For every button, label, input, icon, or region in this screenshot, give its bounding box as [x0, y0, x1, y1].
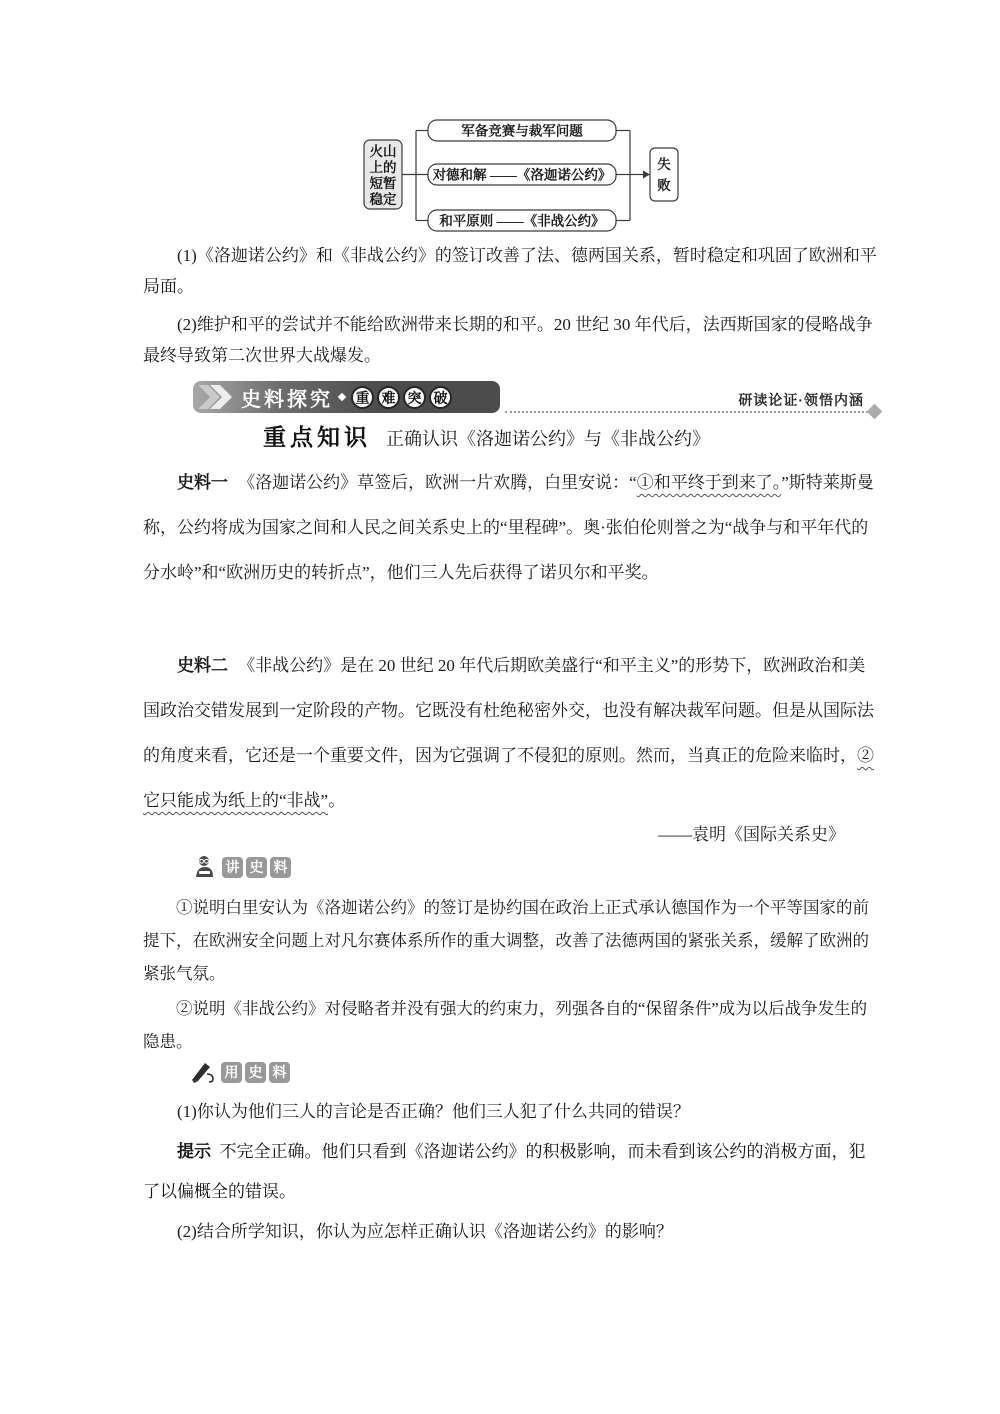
banner-circle-char: 破	[429, 386, 452, 409]
left-box-line: 稳定	[369, 192, 397, 207]
use-material-badge	[189, 1060, 290, 1084]
material-one-label: 史料一	[177, 473, 228, 492]
material-two-paragraph	[143, 643, 879, 823]
arrow-head-icon	[643, 171, 650, 179]
banner-circle-char: 突	[403, 386, 426, 409]
banner-title: 史料探究	[241, 388, 333, 411]
material-one-text: 《洛迦诺公约》草签后，欧洲一片欢腾，白里安说：“	[238, 473, 637, 492]
material-one-section	[143, 460, 879, 595]
result-char: 败	[657, 178, 671, 193]
summary-paragraph-1: (1)《洛迦诺公约》和《非战公约》的签订改善了法、德两国关系，暂时稳定和巩固了欧洲和平局面。	[143, 246, 877, 296]
banner-circle-char: 难	[377, 386, 400, 409]
diagram-branch-pact	[428, 210, 616, 231]
badge-tile-char: 史	[245, 1062, 266, 1083]
diagram-result-box	[650, 148, 678, 201]
summary-section	[143, 240, 879, 371]
badge-tile-char: 史	[246, 857, 267, 878]
person-reading-icon	[192, 855, 218, 879]
branch-label: 和平原则 ——《非战公约》	[439, 213, 605, 229]
badge-tiles	[222, 857, 291, 878]
heading-title: 重点知识	[263, 424, 371, 450]
banner-bar	[193, 381, 500, 413]
writing-pen-icon	[189, 1060, 217, 1084]
left-box-line: 上的	[369, 160, 397, 175]
badge-tile-char: 讲	[222, 857, 243, 878]
note-one-text: ①说明白里安认为《洛迦诺公约》的签订是协约国在政治上正式承认德国作为一个平等国家的前提下，在欧洲安全问题上对凡尔赛体系所作的重大调整，改善了法德两国的紧张关系，缓解了欧洲的紧张气氛。	[143, 898, 869, 983]
explanation-note-1	[143, 891, 879, 990]
branch-label: 军备竞赛与裁军问题	[461, 123, 583, 139]
question-1: (1)你认为他们三人的言论是否正确？他们三人犯了什么共同的错误？	[177, 1102, 690, 1121]
section-banner	[193, 381, 880, 417]
badge-tile-char: 料	[269, 1062, 290, 1083]
material-two-section	[143, 643, 879, 823]
badge-tiles	[221, 1062, 290, 1083]
banner-dotted-line	[505, 411, 872, 413]
concept-diagram	[356, 106, 686, 238]
key-knowledge-heading	[263, 419, 710, 452]
material-two-text: 。	[328, 791, 346, 810]
badge-tile-char: 料	[270, 857, 291, 878]
question-2: (2)结合所学知识，你认为应怎样正确认识《洛迦诺公约》的影响？	[177, 1222, 673, 1241]
banner-circles	[351, 386, 452, 409]
banner-right-caption: 研读论证·领悟内涵	[738, 392, 864, 408]
source-attribution: ——袁明《国际关系史》	[658, 825, 845, 844]
material-one-paragraph	[143, 460, 879, 595]
material-two-underlined: ②它只能成为纸上的“非战”	[143, 746, 874, 810]
note-two-text: ②说明《非战公约》对侵略者并没有强大的约束力，列强各自的“保留条件”成为以后战争发生的隐患。	[143, 999, 868, 1051]
badge-tile-char: 用	[221, 1062, 242, 1083]
double-chevron-icon	[197, 384, 235, 410]
banner-circle-char: 重	[351, 386, 374, 409]
diagram-left-box	[364, 140, 402, 209]
hint-label: 提示	[177, 1142, 211, 1161]
questions-section	[143, 1092, 879, 1252]
diagram-branch-armsrace	[428, 120, 616, 141]
left-box-line: 短暂	[369, 176, 397, 191]
diamond-icon	[867, 404, 883, 420]
branch-label: 对德和解 ——《洛迦诺公约》	[432, 167, 612, 183]
summary-paragraph-2: (2)维护和平的尝试并不能给欧洲带来长期的和平。20 世纪 30 年代后，法西斯国家的侵略战争最终导致第二次世界大战爆发。	[143, 315, 873, 365]
explain-material-badge	[192, 855, 291, 879]
left-box-line: 火山	[369, 144, 397, 159]
result-char: 失	[657, 157, 671, 172]
material-two-label: 史料二	[177, 656, 228, 675]
material-one-underlined: ①和平终于到来了。	[636, 473, 782, 492]
diagram-branch-locarno	[428, 164, 616, 185]
material-two-text: 《非战公约》是在 20 世纪 20 年代后期欧美盛行“和平主义”的形势下，欧洲政治和美国政治交错发展到一定阶段的产物。它既没有杜绝秘密外交，也没有解决裁军问题。但是从国际法的角度来看，它还是一个重要文件，因为它强调了不侵犯的原则。然而，当真正的危险来临时，	[143, 656, 874, 765]
explanation-note-2	[143, 992, 879, 1058]
material-one-text: ”斯特莱斯曼称，公约将成为国家之间和人民之间关系史上的“里程碑”。奥·张伯伦则誉之为“战争与和平年代的分水岭”和“欧洲历史的转折点”，他们三人先后获得了诺贝尔和平奖。	[143, 473, 874, 582]
hint-text: 不完全正确。他们只看到《洛迦诺公约》的积极影响，而未看到该公约的消极方面，犯了以偏概全的错误。	[143, 1142, 866, 1201]
heading-subtitle: 正确认识《洛迦诺公约》与《非战公约》	[386, 429, 710, 449]
banner-dot-icon	[338, 393, 346, 401]
hint-paragraph	[143, 1132, 879, 1212]
